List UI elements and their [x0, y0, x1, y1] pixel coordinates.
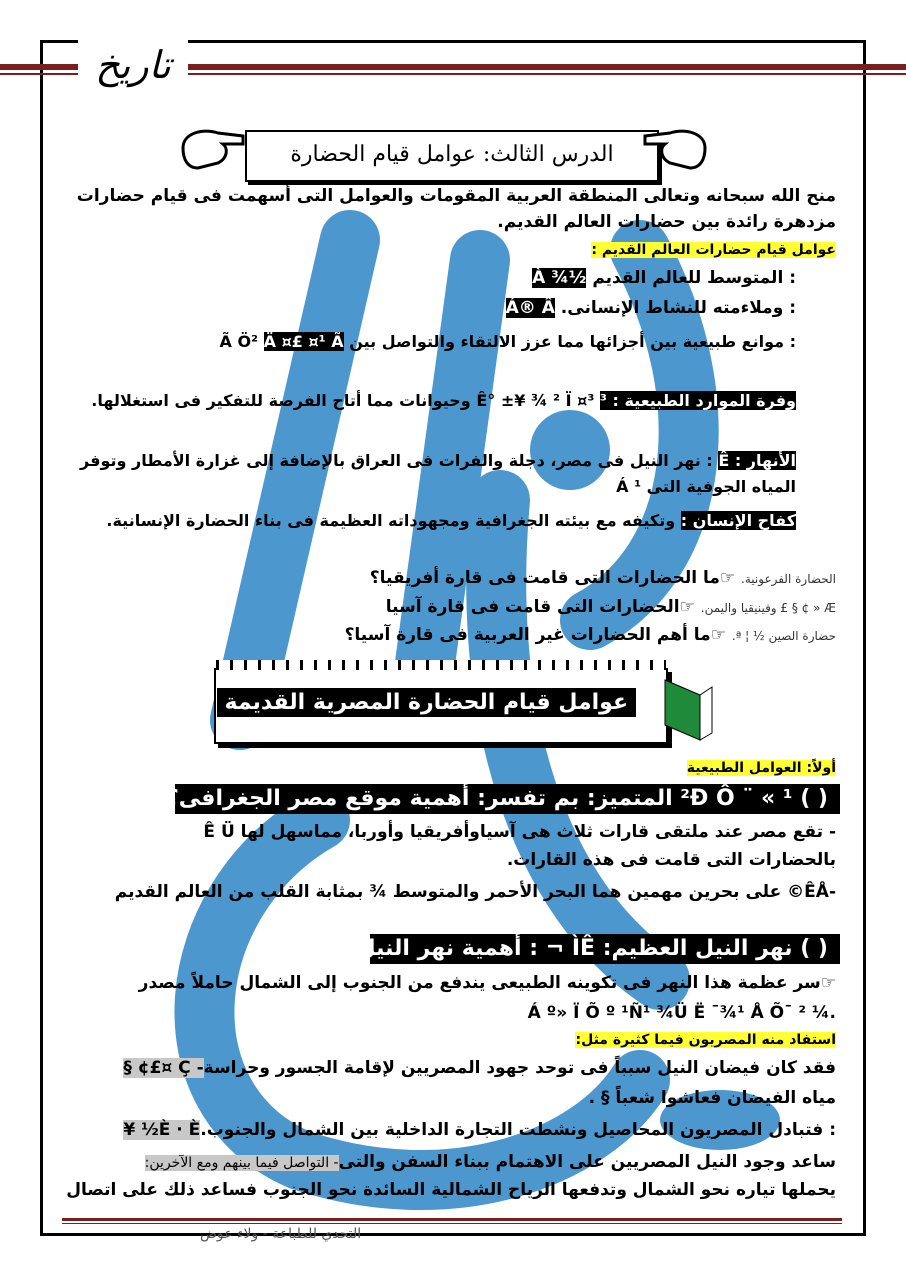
text-line: - تقع مصر عند ملتقى قارات ثلاث هى آسياوأفريقيا وأوربا، مماسهل لها Ê Ü [203, 822, 836, 842]
question-text: ما الحضارات التى قامت فى قارة أفريقيا؟ [369, 568, 720, 588]
footer-text: التحدي للطباعة - ولاء عوض [200, 1226, 362, 1242]
section-title: عوامل قيام الحضارة المصرية القديمة [217, 688, 637, 717]
question-answer: Æ « ¢ § £ وفينيقيا واليمن. [700, 601, 836, 615]
notebook-icon [660, 675, 715, 745]
benefit-line: ساعد وجود النيل المصريين على الاهتمام ببناء السفن والتى- التواصل فيما بينهم ومع الآخرين: [144, 1152, 836, 1172]
text-line: بالحضارات التى قامت فى هذه القارات. [506, 850, 836, 870]
factor-text: : نهر النيل فى مصر، دجلة والفرات فى العراق بالإضافة إلى غزارة الأمطار وتوفر المياه الجوفية التى Á ¹ [80, 451, 796, 496]
section-title-box [214, 668, 668, 744]
question-text: الحضارات التى قامت فى قارة آسيا [385, 597, 680, 617]
factor-item [506, 298, 796, 318]
question-row: Æ « ¢ § £ وفينيقيا واليمن. ☞الحضارات التى قامت فى قارة آسيا [385, 597, 836, 617]
question-answer: الحضارة الفرعونية. [741, 572, 836, 586]
question-bar: ( ) نهر النيل العظيم: ÌÊ ¬ : أهمية نهر النيل؟ [370, 934, 840, 964]
question-text: ما أهم الحضارات غير العربية فى قارة آسيا؟ [344, 625, 711, 645]
natural-heading: أولاً: العوامل الطبيعية [686, 760, 836, 776]
pointing-hand-icon [640, 118, 710, 178]
factor-text: : وملاءمته للنشاط الإنسانى. [560, 298, 796, 318]
benefit-line: مياه الفيضان فعاشوا شعباً § . [588, 1088, 836, 1108]
benefit-line: يحملها تياره نحو الشمال وتدفعها الرياح الشمالية السائدة نحو الجنوب فساعد ذلك على اتصال [66, 1180, 836, 1200]
benefits-heading: استفاد منه المصريون فيما كثيرة مثل: [575, 1032, 836, 1048]
question-answer: حضارة الصين ½ ¦ ª. [731, 629, 836, 643]
benefit-line: : فتبادل المصريون المحاصيل ونشطت التجارة الداخلية بين الشمال والجنوب.È · È½ ¥ [123, 1120, 836, 1140]
factor-text: Ê° ±¥ ¾ ² Ï ¤³ وحيوانات مما أتاح الفرصة للتفكير فى استغلالها. [91, 391, 595, 410]
intro-line-1: منح الله سبحانه وتعالى المنطقة العربية المقومات والعوامل التى أسهمت فى قيام حضارات [76, 186, 836, 206]
factor-item [70, 508, 796, 534]
footer-rule [62, 1218, 842, 1221]
question-row: حضارة الصين ½ ¦ ª. ☞ما أهم الحضارات غير العربية فى قارة آسيا؟ [344, 625, 836, 645]
spiral-binding-icon [216, 660, 666, 670]
factor-item [220, 332, 797, 351]
factor-item [70, 388, 796, 414]
factor-highlight: Á® Â [505, 298, 555, 318]
factor-text: وتكيفه مع بيئته الجغرافية ومجهوداته العظيمة فى بناء الحضارة الإنسانية. [106, 511, 676, 530]
benefit-line: فقد كان فيضان النيل سبباً فى توحد جهود المصريين لإقامة الجسور وحراسة- Ç ¤£¢ § [123, 1058, 836, 1078]
factor-item [70, 448, 796, 500]
question-bar: ( ) ²Ð Ô ¨ « ¹ المتميز: بم تفسر: أهمية موقع مصر الجغرافى؟ [175, 784, 840, 814]
question-row: الحضارة الفرعونية. ☞ما الحضارات التى قامت فى قارة أفريقيا؟ [369, 568, 836, 588]
factor-highlight: كفاح الإنسان : [680, 511, 796, 530]
factor-text: : المتوسط للعالم القديم [592, 268, 796, 288]
factor-highlight: وفرة الموارد الطبيعية : ³ [599, 391, 796, 410]
text-line: ☞سر عظمة هذا النهر فى تكوينه الطبيعى يندفع من الجنوب إلى الشمال حاملاً مصدر [138, 973, 836, 993]
lesson-title: الدرس الثالث: عوامل قيام الحضارة [245, 130, 659, 182]
text-line: -ÊÅ© على بحرين مهمين هما البحر الأحمر والمتوسط ¾ بمثابة القلب من العالم القديم [114, 882, 836, 902]
factor-text: : موانع طبيعية بين أجزائها مما عزز الالتقاء والتواصل بين Ã Ö² [219, 332, 796, 351]
factor-highlight: Ä ¤£ ¤¹ Ã [263, 332, 344, 351]
factor-highlight: ½¾ À [532, 268, 587, 288]
intro-line-2: مزدهرة رائدة بين حضارات العالم القديم. [497, 212, 836, 232]
pointing-hand-icon [178, 118, 248, 178]
factor-highlight: الأنهار : Ê [718, 451, 796, 470]
factors-heading: عوامل قيام حضارات العالم القديم : [591, 242, 836, 258]
footer-rule-thin [62, 1223, 842, 1224]
history-logo: تاريخ [78, 30, 188, 100]
factor-item [532, 268, 796, 288]
text-line: .¼ Á º» Ï Õ º ¹Ñ¹ ¾Ü Ë ¯¾¹ Å Õ¯ ² [527, 1003, 836, 1023]
